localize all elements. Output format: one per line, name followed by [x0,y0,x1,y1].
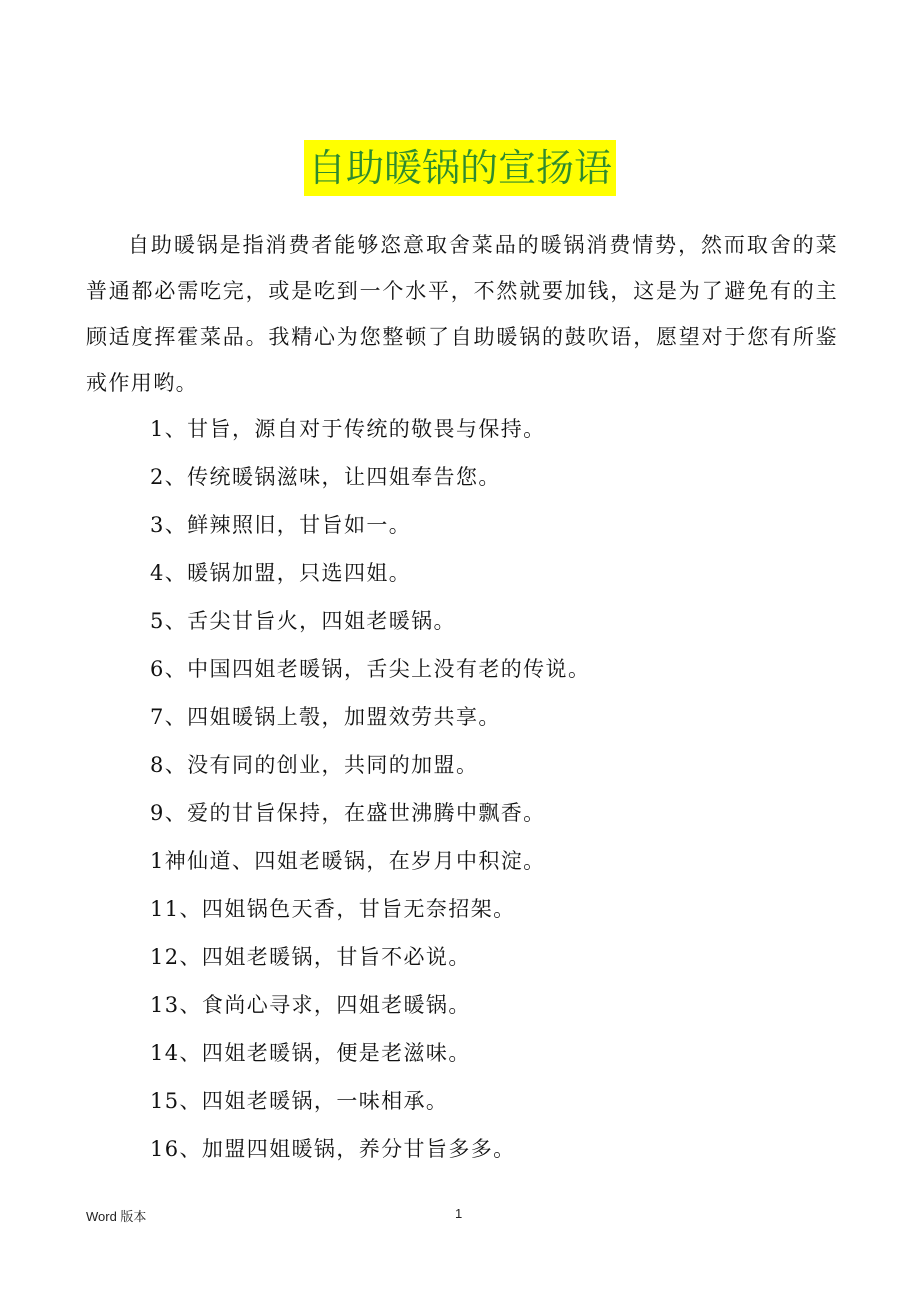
intro-paragraph: 自助暖锅是指消费者能够恣意取舍菜品的暖锅消费情势，然而取舍的菜普通都必需吃完，或是吃到一个水平，不然就要加钱，这是为了避免有的主顾适度挥霍菜品。我精心为您整顿了自助暖锅的鼓吹语，愿望对于您有所鉴戒作用哟。 [86,233,838,395]
list-item: 11、四姐锅色天香，甘旨无奈招架。 [150,897,516,921]
list-item: 1神仙道、四姐老暖锅，在岁月中积淀。 [150,849,546,873]
title-container [0,140,920,196]
list-item: 9、爱的甘旨保持，在盛世沸腾中飘香。 [150,801,546,825]
list-item: 4、暖锅加盟，只选四姐。 [150,561,412,585]
document-body [86,222,838,1174]
document-title: 自助暖锅的宣扬语 [304,140,616,196]
footer-page-number: 1 [455,1206,463,1221]
list-item: 2、传统暖锅滋味，让四姐奉告您。 [150,465,501,489]
list-item: 13、食尚心寻求，四姐老暖锅。 [150,993,471,1017]
list-item: 12、四姐老暖锅，甘旨不必说。 [150,945,471,969]
list-item: 7、四姐暖锅上彀，加盟效劳共享。 [150,705,501,729]
slogan-list [86,406,838,1174]
list-item: 5、舌尖甘旨火，四姐老暖锅。 [150,609,456,633]
list-item: 8、没有同的创业，共同的加盟。 [150,753,479,777]
list-item: 3、鲜辣照旧，甘旨如一。 [150,513,412,537]
list-item: 14、四姐老暖锅，便是老滋味。 [150,1041,471,1065]
list-item: 15、四姐老暖锅，一味相承。 [150,1089,449,1113]
list-item: 6、中国四姐老暖锅，舌尖上没有老的传说。 [150,657,591,681]
list-item: 1、甘旨，源自对于传统的敬畏与保持。 [150,417,546,441]
footer-version-label: Word 版本 [86,1209,147,1224]
list-item: 16、加盟四姐暖锅，养分甘旨多多。 [150,1137,516,1161]
